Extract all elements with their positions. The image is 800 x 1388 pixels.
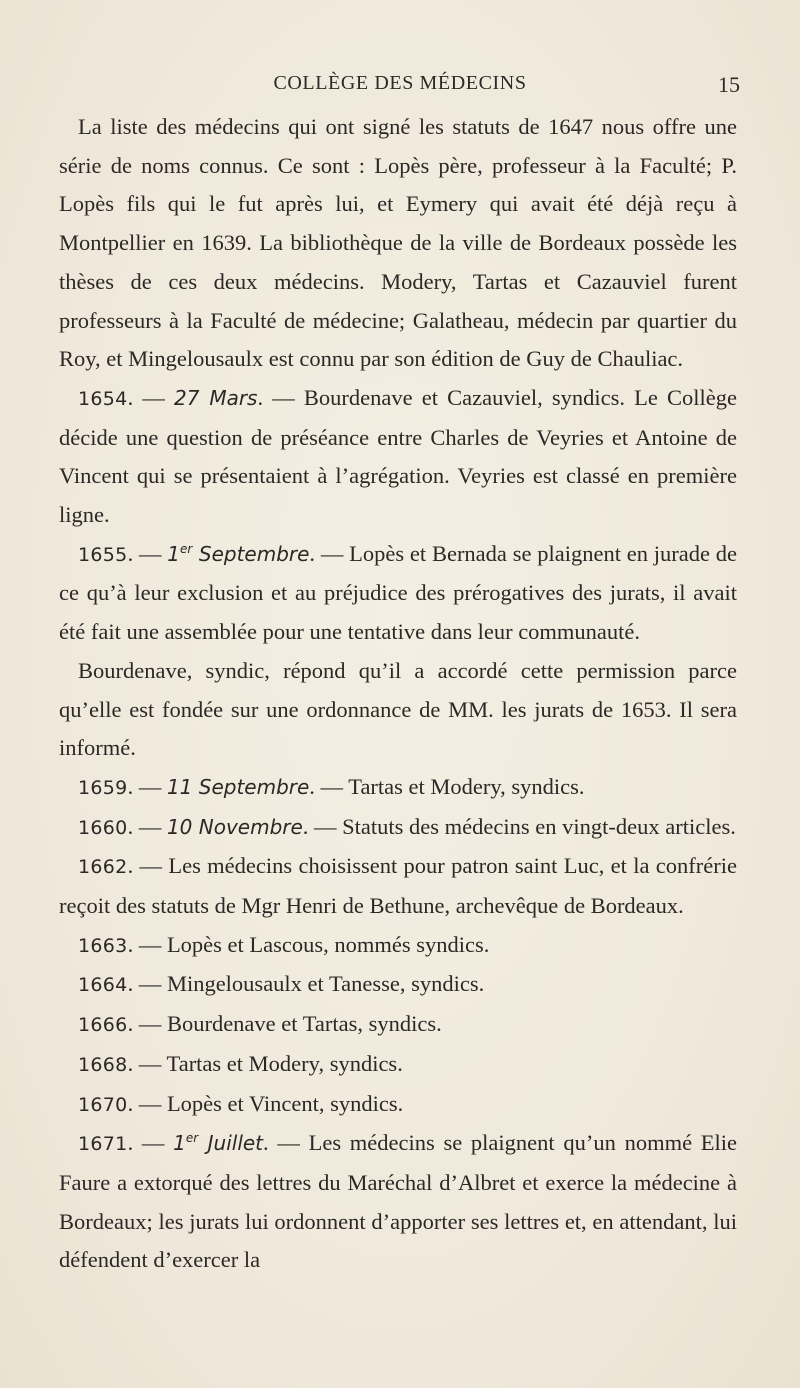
entry-year: 1670: [78, 1093, 128, 1116]
entry-year: 1662: [78, 856, 128, 879]
date-month: Septembre: [192, 541, 310, 566]
entry-1664: 1664. — Mingelousaulx et Tanesse, syndics.: [78, 971, 485, 997]
entry-1666: 1666. — Bourdenave et Tartas, syndics.: [78, 1011, 442, 1037]
entry-date: [167, 542, 309, 566]
entry-date: 10 Novembre: [166, 814, 303, 839]
paragraph-bourdenave: [59, 652, 737, 768]
entry-1668: 1668. — Tartas et Modery, syndics.: [78, 1050, 403, 1076]
entry-year: 1659: [78, 776, 128, 799]
date-day: 1: [167, 541, 181, 566]
date-ordinal: er: [185, 1131, 199, 1146]
entry-year: 1654: [78, 387, 128, 410]
paragraph-text: La liste des médecins qui ont signé les statuts de 1647 nous offre une série de noms connus. Ce sont : Lopès père, professeur à la Faculté; P. Lopès fils qui le fut après lui, et Eymery qui avait été déjà reçu à Montpellier en 1639. La bibliothèque de la ville de Bordeaux possède les thèses de ces deux médecins. Modery, Tartas et Cazauviel furent professeurs à la Faculté de médecine; Galatheau, médecin par quartier du Roy, et Mingelousaulx est connu par son édition de Guy de Chauliac.: [59, 114, 737, 372]
entry-text: Bourdenave et Cazauviel, syndics. Le Collège décide une question de préséance entre Charles de Veyries et Antoine de Vincent qui se présentaient à l’agrégation. Veyries est classé en première ligne.: [59, 384, 737, 528]
entry-text: Statuts des médecins en vingt-deux articles.: [342, 813, 736, 839]
paragraph-intro: [59, 108, 737, 379]
entry-1662: 1662. — Les médecins choisissent pour patron saint Luc, et la confrérie reçoit des statuts de Mgr Henri de Bethune, archevêque de Bordeaux.: [59, 853, 737, 919]
entry-text: Les médecins choisissent pour patron saint Luc, et la confrérie reçoit des statuts de Mgr Henri de Bethune, archevêque de Bordeaux.: [59, 853, 737, 919]
entry-1659: 1659. — 11 Septembre. — Tartas et Modery, syndics.: [78, 773, 585, 799]
body-text: [59, 108, 737, 1280]
paragraph-text: Bourdenave, syndic, répond qu’il a accordé cette permission parce qu’elle est fondée sur une ordonnance de MM. les jurats de 1653. Il sera informé.: [59, 657, 737, 761]
entry-text: Tartas et Modery, syndics.: [348, 773, 585, 799]
entry-year: 1671: [78, 1133, 128, 1156]
date-ordinal: er: [180, 541, 193, 556]
entry-text: Lopès et Bernada se plaignent en jurade de ce qu’à leur exclusion et au préjudice des prérogatives des jurats, il avait été fait une assemblée pour une tentative dans leur communauté.: [59, 540, 738, 645]
entry-text: Les médecins se plaignent qu’un nommé Elie Faure a extorqué des lettres du Maréchal d’Albret et exerce la médecine à Bordeaux; les jurats lui ordonnent d’apporter ses lettres et, en attendant, lui défendent d’exercer la: [59, 1130, 738, 1273]
entry-date: [173, 1131, 263, 1155]
entry-1660: 1660. — 10 Novembre. — Statuts des médecins en vingt-deux articles.: [78, 813, 736, 839]
entry-text: Tartas et Modery, syndics.: [166, 1050, 403, 1076]
entry-date: 27 Mars: [173, 385, 258, 410]
entry-text: Bourdenave et Tartas, syndics.: [166, 1011, 442, 1037]
entry-year: 1655: [78, 543, 128, 566]
entry-year: 1664: [78, 974, 128, 997]
entry-year: 1660: [78, 816, 128, 839]
entry-date: 11 Septembre: [166, 774, 310, 799]
page-number: 15: [718, 72, 740, 97]
entry-1670: 1670. — Lopès et Vincent, syndics.: [78, 1090, 404, 1116]
running-title: COLLÈGE DES MÉDECINS: [273, 72, 527, 94]
entry-year: 1668: [78, 1053, 128, 1076]
entry-1671: 1671. — 1er Juillet. — Les médecins se plaignent qu’un nommé Elie Faure a extorqué des lettres du Maréchal d’Albret et exerce la médecine à Bordeaux; les jurats lui ordonnent d’apporter ses lettres et, en attendant, lui défendent d’exercer la: [59, 1130, 738, 1273]
date-month: Juillet: [198, 1131, 264, 1156]
entry-year: 1666: [78, 1014, 128, 1037]
entry-year: 1663: [78, 934, 128, 957]
entry-1663: 1663. — Lopès et Lascous, nommés syndics.: [78, 931, 490, 957]
entry-text: Mingelousaulx et Tanesse, syndics.: [166, 971, 485, 997]
entry-1655: 1655. — 1er Septembre. — Lopès et Bernada se plaignent en jurade de ce qu’à leur exclusion et au préjudice des prérogatives des jurats, il avait été fait une assemblée pour une tentative dans leur communauté.: [59, 540, 738, 645]
entry-text: Lopès et Vincent, syndics.: [166, 1090, 404, 1116]
running-head: [60, 72, 740, 102]
entry-text: Lopès et Lascous, nommés syndics.: [166, 931, 490, 957]
date-day: 1: [173, 1131, 186, 1156]
entry-1654: 1654. — 27 Mars. — Bourdenave et Cazauviel, syndics. Le Collège décide une question de préséance entre Charles de Veyries et Antoine de Vincent qui se présentaient à l’agrégation. Veyries est classé en première ligne.: [59, 384, 737, 528]
